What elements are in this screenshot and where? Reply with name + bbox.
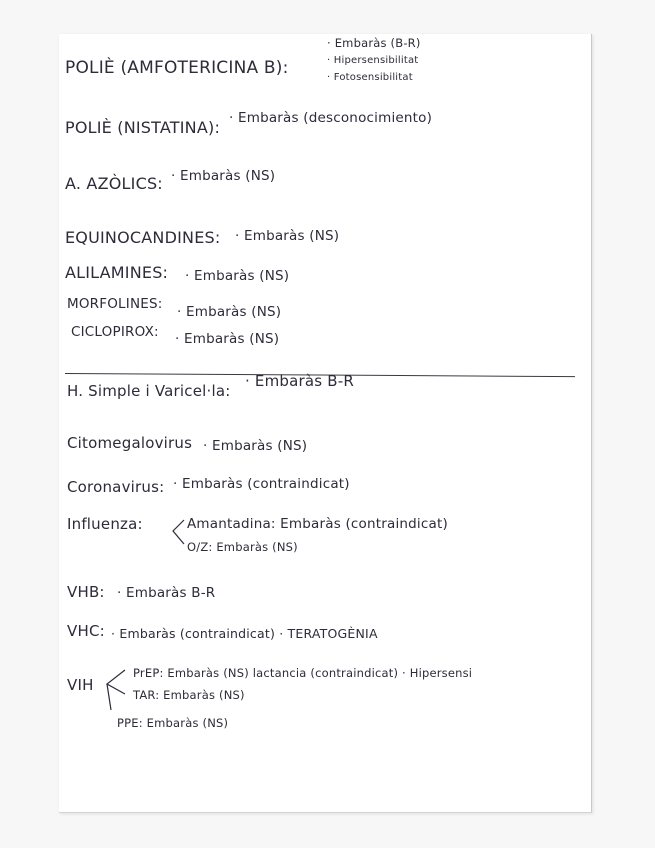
hiv-heading: VIH — [67, 676, 94, 694]
morpholines-note: · Embaràs (NS) — [177, 304, 282, 320]
influenza-brace — [171, 518, 185, 548]
echinocandins-note: · Embaràs (NS) — [235, 228, 340, 244]
azoles-note: · Embaràs (NS) — [171, 168, 276, 184]
coronavirus-note: · Embaràs (contraindicat) — [173, 476, 350, 492]
amphotericin-heading: POLIÈ (AMFOTERICINA B): — [65, 58, 289, 78]
coronavirus-heading: Coronavirus: — [67, 478, 165, 496]
ciclopirox-heading: CICLOPIROX: — [71, 324, 159, 340]
amphotericin-note-hypersensitivity: · Hipersensibilitat — [327, 55, 419, 66]
morpholines-heading: MORFOLINES: — [67, 296, 163, 312]
influenza-heading: Influenza: — [67, 515, 143, 533]
cmv-heading: Citomegalovirus — [67, 434, 193, 452]
allylamines-note: · Embaràs (NS) — [185, 268, 290, 284]
amphotericin-note-photosensitivity: · Fotosensibilitat — [327, 72, 413, 83]
nystatin-heading: POLIÈ (NISTATINA): — [65, 118, 221, 137]
hsv-varicella-note: · Embaràs B-R — [245, 372, 355, 390]
hcv-heading: VHC: — [67, 622, 105, 640]
oz-note: O/Z: Embaràs (NS) — [187, 540, 298, 554]
amantadine-note: Amantadina: Embaràs (contraindicat) — [187, 516, 448, 532]
tar-note: TAR: Embaràs (NS) — [133, 688, 245, 702]
azoles-heading: A. AZÒLICS: — [65, 174, 163, 193]
hbv-note: · Embaràs B-R — [117, 585, 216, 601]
handwritten-notes-sheet — [59, 34, 592, 813]
prep-note: PrEP: Embaràs (NS) lactancia (contraindicat) · Hipersensi — [133, 666, 473, 680]
amphotericin-note-pregnancy: · Embaràs (B-R) — [327, 36, 421, 50]
hcv-note: · Embaràs (contraindicat) · TERATOGÈNIA — [111, 626, 378, 641]
nystatin-note: · Embaràs (desconocimiento) — [229, 110, 433, 126]
cmv-note: · Embaràs (NS) — [203, 438, 308, 454]
hbv-heading: VHB: — [67, 583, 105, 601]
ppe-note: PPE: Embaràs (NS) — [117, 716, 229, 730]
ciclopirox-note: · Embaràs (NS) — [175, 331, 280, 347]
hsv-varicella-heading: H. Simple i Varicel·la: — [67, 382, 231, 400]
allylamines-heading: ALILAMINES: — [65, 263, 169, 282]
echinocandins-heading: EQUINOCANDINES: — [65, 228, 221, 247]
hiv-brace — [99, 664, 129, 714]
